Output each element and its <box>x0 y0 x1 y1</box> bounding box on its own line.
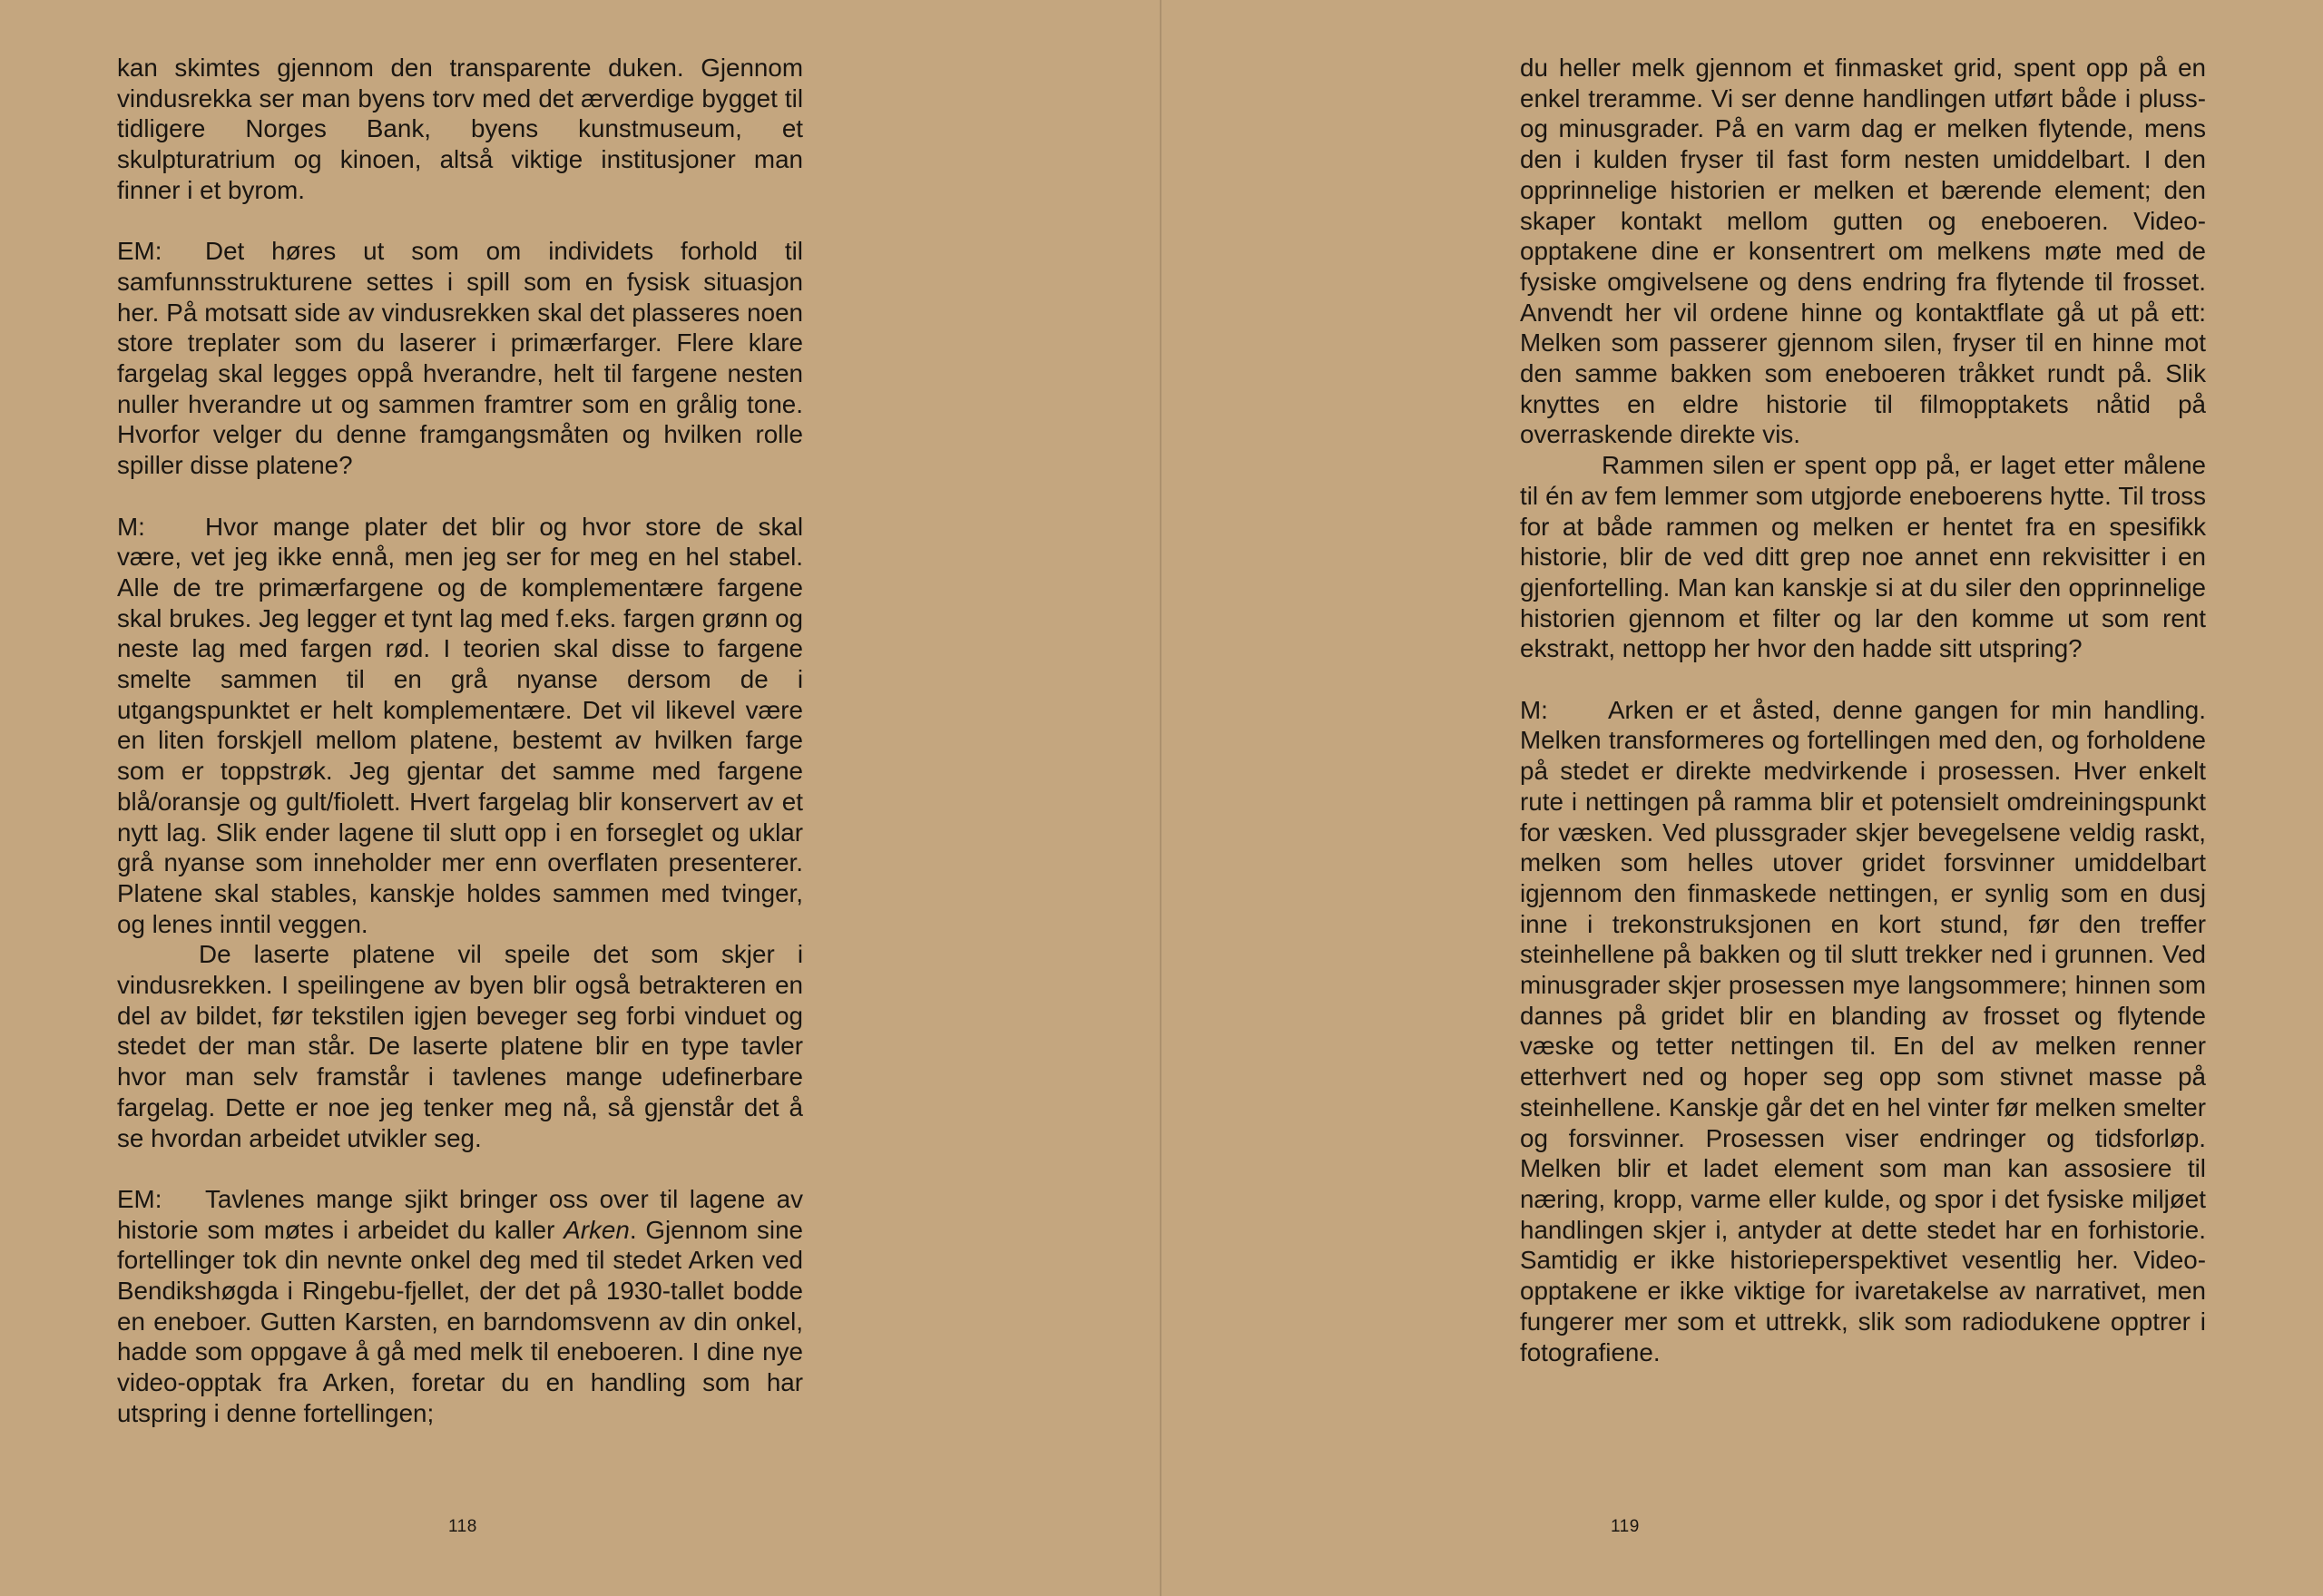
paragraph-text: Tavlenes mange sjikt bringer oss over til lagene av historie som møtes i arbeidet du kaller <box>117 1184 803 1244</box>
paragraph-text: De laserte platene vil speile det som skjer i vindusrekken. I speilingene av byen blir også betrakteren en del av bildet, før tekstilen igjen beveger seg forbi vinduet og stedet der man står. De laserte platene blir en type tavler hvor man selv framstår i tavlenes mange udefinerbare fargelag. Dette er noe jeg tenker meg nå, så gjenstår det å se hvordan arbeidet utvikler seg. <box>117 940 803 1152</box>
right-text-column <box>1520 53 2206 1367</box>
page-number: 119 <box>1611 1517 1640 1536</box>
paragraph-text: kan skimtes gjennom den transparente duken. Gjennom vindusrekka ser man byens torv med det ærverdige bygget til tidligere Norges Bank, byens kunstmuseum, et skulpturatrium og kinoen, altså viktige institusjoner man finner i et byrom. <box>117 54 803 204</box>
right-page <box>1162 0 2323 1596</box>
left-text-column <box>117 53 803 1429</box>
paragraph <box>117 236 803 481</box>
paragraph-text: Hvor mange plater det blir og hvor store de skal være, vet jeg ikke ennå, men jeg ser for meg en hel stabel. Alle de tre primærfargene og de komplementære fargene skal brukes. Jeg legger et tynt lag med f.eks. fargen grønn og neste lag med fargen rød. I teorien skal disse to fargene smelte sammen til en grå nyanse dersom de i utgangspunktet er helt komplementære. Det vil likevel være en liten forskjell mellom platene, bestemt av hvilken farge som er toppstrøk. Jeg gjentar det samme med fargene blå/oransje og gult/fiolett. Hvert fargelag blir konservert av et nytt lag. Slik ender lagene til slutt opp i en forseglet og uklar grå nyanse som inneholder mer enn overflaten presenterer. Platene skal stables, kanskje holdes sammen med tvinger, og lenes inntil veggen. <box>117 512 803 938</box>
paragraph-text: Rammen silen er spent opp på, er laget etter målene til én av fem lemmer som utgjorde eneboerens hytte. Til tross for at både rammen og melken er hentet fra en spesifikk historie, blir de ved ditt grep noe annet enn rekvisitter i en gjenfortelling. Man kan kanskje si at du siler den opprinnelige historien gjennom et filter og lar den komme ut som rent ekstrakt, nettopp her hvor den hadde sitt utspring? <box>1520 451 2206 663</box>
paragraph <box>117 1184 803 1429</box>
paragraph-text: Det høres ut som om individets forhold til samfunnsstrukturene settes i spill som en fysisk situasjon her. På motsatt side av vindusrekken skal det plasseres noen store treplater som du laserer i primærfarger. Flere klare fargelag skal legges oppå hverandre, helt til fargene nesten nuller hverandre ut og sammen framtrer som en grålig tone. Hvorfor velger du denne framgangsmåten og hvilken rolle spiller disse platene? <box>117 237 803 480</box>
paragraph <box>1520 695 2206 1367</box>
paragraph-text: . Gjennom sine fortellinger tok din nevnte onkel deg med til stedet Arken ved Bendikshøgda i Ringebu-fjellet, der det på 1930-tallet bodde en eneboer. Gutten Karsten, en barndomsvenn av din onkel, hadde som oppgave å gå med melk til eneboeren. I dine nye video-opptak fra Arken, foretar du en handling som har utspring i denne fortellingen; <box>117 1215 803 1427</box>
paragraph <box>1520 53 2206 450</box>
paragraph <box>1520 450 2206 664</box>
speaker-label: M: <box>1520 695 1548 724</box>
speaker-label: M: <box>117 512 145 541</box>
paragraph-text: Arken er et åsted, denne gangen for min handling. Melken transformeres og fortellingen med den, og forholdene på stedet er direkte medvirkende i prosessen. Hver enkelt rute i nettingen på ramma blir et potensielt omdreiningspunkt for væsken. Ved plussgrader skjer bevegelsene veldig raskt, melken som helles utover gridet forsvinner umiddelbart igjennom den finmaskede nettingen, er synlig som en dusj inne i trekonstruksjonen en kort stund, før den treffer steinhellene på bakken og til slutt trekker ned i grunnen. Ved minusgrader skjer prosessen mye langsommere; hinnen som dannes på gridet blir en blanding av frosset og flytende væske og tetter nettingen til. En del av melken renner etterhvert ned og hoper seg opp som stivnet masse på steinhellene. Kanskje går det en hel vinter før melken smelter og forsvinner. Prosessen viser endringer og tidsforløp. Melken blir et ladet element som man kan assosiere til næring, kropp, varme eller kulde, og spor i det fysiske miljøet handlingen skjer i, antyder at dette stedet har en forhistorie. Samtidig er ikke historieperspektivet vesentlig her. Video-opptakene er ikke viktige for ivaretakelse av narrativet, men fungerer mer som et uttrekk, slik som radiodukene opptrer i fotografiene. <box>1520 695 2206 1366</box>
speaker-label: EM: <box>117 1184 162 1213</box>
paragraph-text: du heller melk gjennom et finmasket grid, spent opp på en enkel treramme. Vi ser denne handlingen utført både i pluss- og minusgrader. På en varm dag er melken flytende, mens den i kulden fryser til fast form nesten umiddelbart. I den opprinnelige historien er melken et bærende element; den skaper kontakt mellom gutten og eneboeren. Video-opptakene dine er konsentrert om melkens møte med de fysiske omgivelsene og dens endring fra flytende til frosset. Anvendt her vil ordene hinne og kontaktflate gå ut på ett: Melken som passerer gjennom silen, fryser til en hinne mot den samme bakken som eneboeren tråkket rundt på. Slik knyttes en eldre historie til filmopptakets nåtid på overraskende direkte vis. <box>1520 54 2206 449</box>
work-title: Arken <box>564 1215 630 1244</box>
page-number: 118 <box>448 1517 477 1536</box>
paragraph <box>117 53 803 206</box>
paragraph <box>117 512 803 940</box>
speaker-label: EM: <box>117 237 162 266</box>
paragraph <box>117 939 803 1153</box>
